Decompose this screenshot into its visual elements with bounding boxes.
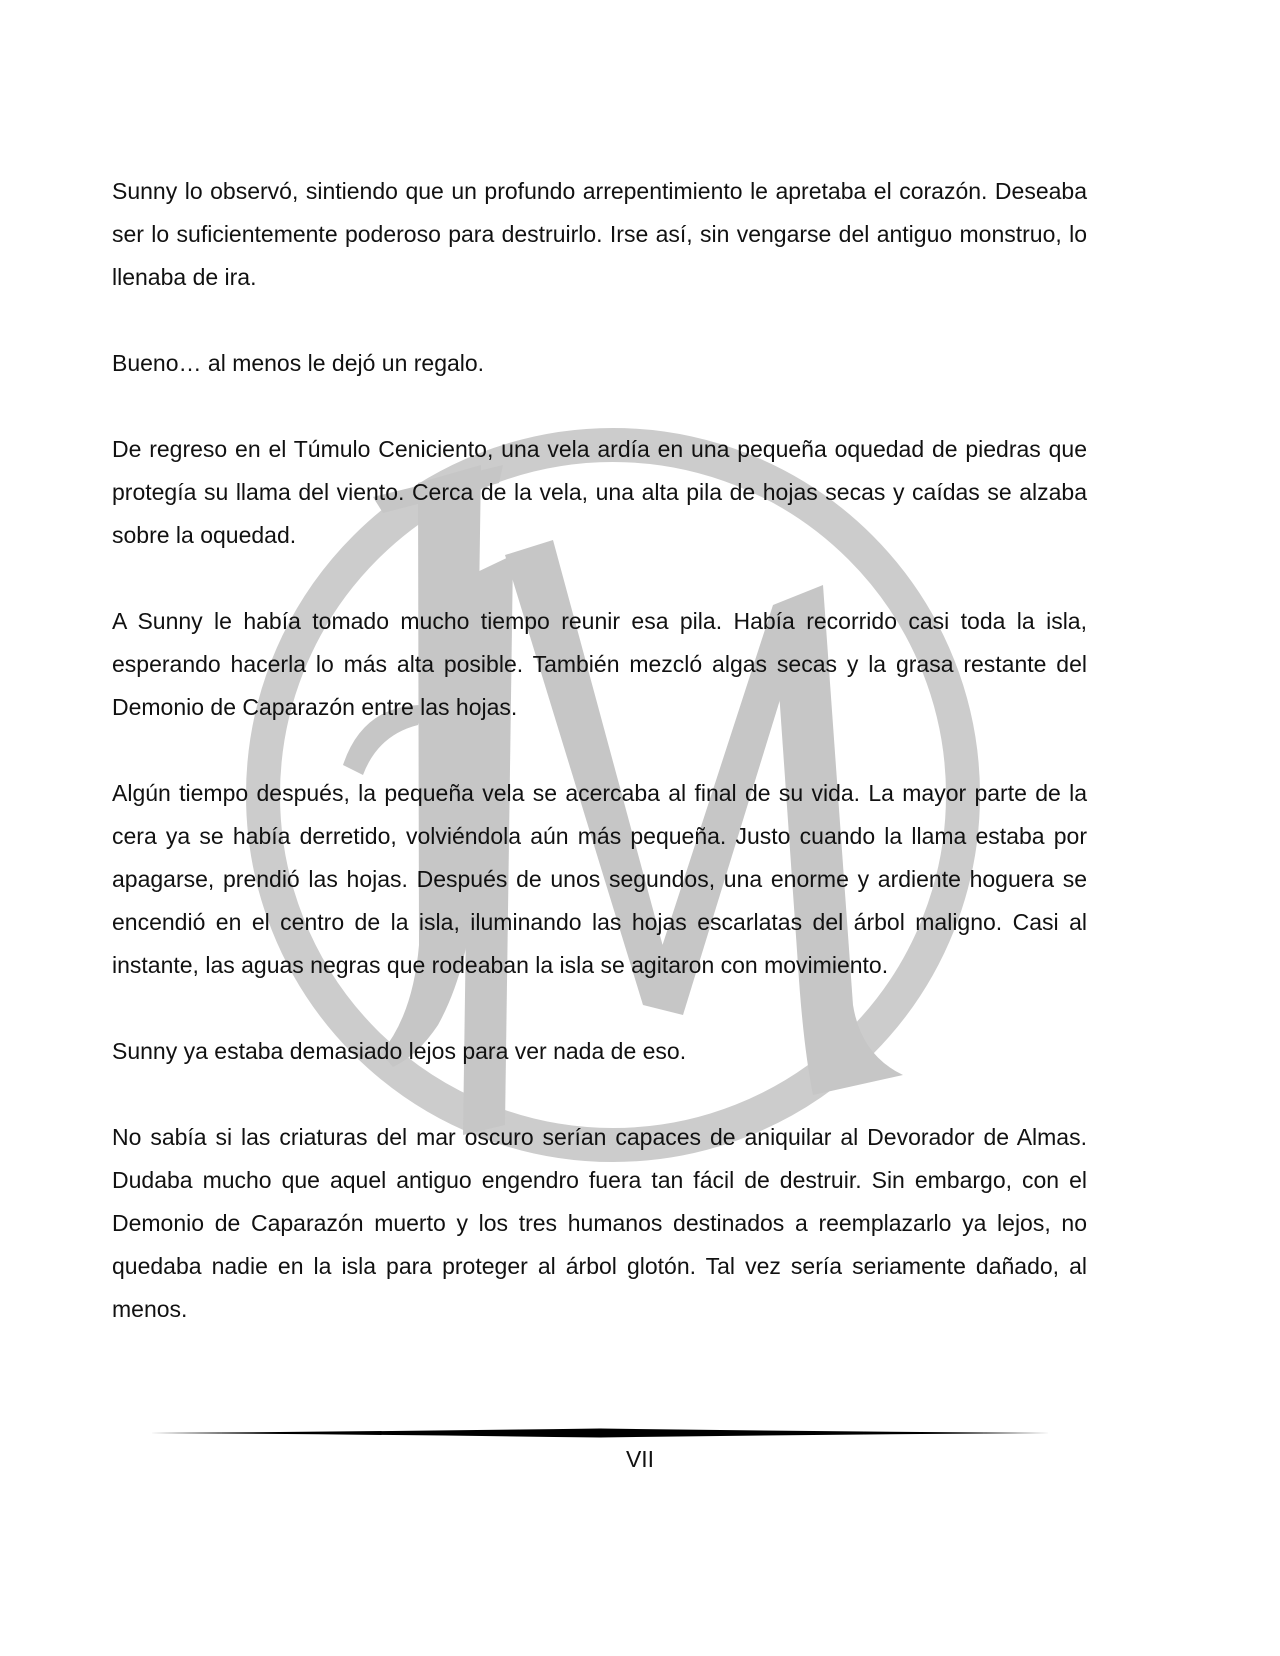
paragraph: No sabía si las criaturas del mar oscuro serían capaces de aniquilar al Devorador de Almas. Dudaba mucho que aquel antiguo engendro fuera tan fácil de destruir. Sin embargo, con el Demonio de Caparazón muerto y los tres humanos destinados a reemplazarlo ya lejos, no quedaba nadie en la isla para proteger al árbol glotón. Tal vez sería seriamente dañado, al menos. bbox=[112, 1124, 1087, 1322]
paragraph: A Sunny le había tomado mucho tiempo reunir esa pila. Había recorrido casi toda la isla, esperando hacerla lo más alta posible. También mezcló algas secas y la grasa restante del Demonio de Caparazón entre las hojas. bbox=[112, 608, 1087, 720]
body-text bbox=[112, 170, 1087, 1374]
paragraph: Algún tiempo después, la pequeña vela se acercaba al final de su vida. La mayor parte de la cera ya se había derretido, volviéndola aún más pequeña. Justo cuando la llama estaba por apagarse, prendió las hojas. Después de unos segundos, una enorme y ardiente hoguera se encendió en el centro de la isla, iluminando las hojas escarlatas del árbol maligno. Casi al instante, las aguas negras que rodeaban la isla se agitaron con movimiento. bbox=[112, 780, 1087, 978]
footer-rule bbox=[150, 1427, 1050, 1439]
paragraph: Sunny ya estaba demasiado lejos para ver nada de eso. bbox=[112, 1038, 687, 1064]
paragraph: Sunny lo observó, sintiendo que un profundo arrepentimiento le apretaba el corazón. Deseaba ser lo suficientemente poderoso para destruirlo. Irse así, sin vengarse del antiguo monstruo, lo llenaba de ira. bbox=[112, 178, 1087, 290]
paragraph: Bueno… al menos le dejó un regalo. bbox=[112, 350, 485, 376]
paragraph: De regreso en el Túmulo Ceniciento, una vela ardía en una pequeña oquedad de piedras que protegía su llama del viento. Cerca de la vela, una alta pila de hojas secas y caídas se alzaba sobre la oquedad. bbox=[112, 436, 1087, 548]
page-number: VII bbox=[625, 1446, 655, 1472]
